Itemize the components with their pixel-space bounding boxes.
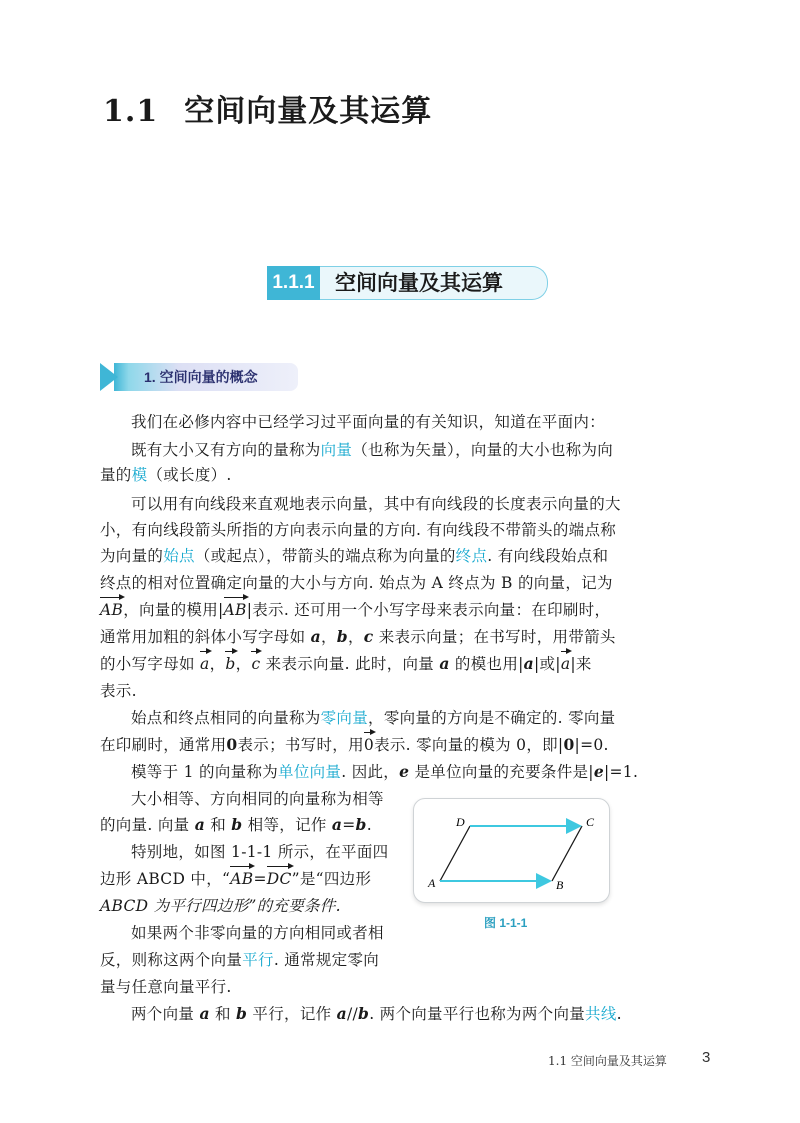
label-b: B xyxy=(556,878,564,892)
keyword-vector: 向量 xyxy=(320,441,353,459)
page-number: 3 xyxy=(702,1049,711,1066)
text-line: 边形 ABCD 中，“AB=DC”是“四边形 xyxy=(100,870,372,888)
text-line: 既有大小又有方向的量称为向量（也称为矢量），向量的大小也称为向 xyxy=(131,441,614,459)
chapter-number: 1.1 xyxy=(103,94,159,129)
text-line: 模等于 1 的向量称为单位向量. 因此，e 是单位向量的充要条件是|e|=1. xyxy=(131,762,639,781)
section-title: 空间向量及其运算 xyxy=(335,270,503,295)
text-line: 通常用加粗的斜体小写字母如 a，b，c 来表示向量；在书写时，用带箭头 xyxy=(100,627,616,646)
keyword-modulus: 模 xyxy=(131,466,148,484)
text-line: 可以用有向线段来直观地表示向量，其中有向线段的长度表示向量的大 xyxy=(131,495,621,513)
subsection-arrow-icon xyxy=(100,363,118,391)
figure-caption: 图 1-1-1 xyxy=(484,916,528,930)
section-number: 1.1.1 xyxy=(267,266,320,300)
text-line: 为向量的始点（或起点），带箭头的端点称为向量的终点. 有向线段始点和 xyxy=(100,547,609,565)
text-line: 反，则称这两个向量平行. 通常规定零向 xyxy=(100,951,380,969)
text-line: ABCD 为平行四边形”的充要条件. xyxy=(100,897,341,915)
keyword-end-point: 终点 xyxy=(455,547,488,565)
keyword-unit-vector: 单位向量 xyxy=(278,763,342,781)
text-line: 在印刷时，通常用0表示；书写时，用0表示. 零向量的模为 0，即|0|=0. xyxy=(100,735,609,754)
keyword-zero-vector: 零向量 xyxy=(320,709,369,727)
text-line: 量的模（或长度）. xyxy=(100,466,232,484)
text-line: 大小相等、方向相同的向量称为相等 xyxy=(131,790,384,808)
keyword-start-point: 始点 xyxy=(163,547,195,565)
running-footer: 1.1 空间向量及其运算 xyxy=(548,1054,667,1068)
subsection-tab xyxy=(100,363,300,391)
text-line: 的小写字母如 a，b，c 来表示向量. 此时，向量 a 的模也用|a|或|a|来 xyxy=(100,654,592,673)
text-line: 小，有向线段箭头所指的方向表示向量的方向. 有向线段不带箭头的端点称 xyxy=(100,521,617,539)
side-ad xyxy=(440,826,470,881)
subsection-label: 1. 空间向量的概念 xyxy=(144,369,258,385)
side-bc xyxy=(552,826,582,881)
text-line: 终点的相对位置确定向量的大小与方向. 始点为 A 终点为 B 的向量，记为 xyxy=(100,574,613,592)
figure-box xyxy=(413,798,610,903)
chapter-heading xyxy=(103,86,432,130)
parallelogram-figure xyxy=(414,799,609,902)
label-c: C xyxy=(586,815,595,829)
text-line: AB，向量的模用|AB|表示. 还可用一个小写字母来表示向量：在印刷时， xyxy=(100,601,611,619)
text-line: 我们在必修内容中已经学习过平面向量的有关知识，知道在平面内： xyxy=(131,413,606,431)
text-line: 特别地，如图 1-1-1 所示，在平面四 xyxy=(131,843,389,861)
text-line: 表示. xyxy=(100,682,137,700)
text-line: 量与任意向量平行. xyxy=(100,978,232,996)
section-banner xyxy=(267,266,552,300)
keyword-parallel: 平行 xyxy=(242,951,274,969)
text-line: 始点和终点相同的向量称为零向量，零向量的方向是不确定的. 零向量 xyxy=(131,709,616,727)
text-line: 如果两个非零向量的方向相同或者相 xyxy=(131,924,384,942)
chapter-title: 空间向量及其运算 xyxy=(184,94,433,129)
label-a: A xyxy=(428,876,436,890)
text-line: 的向量. 向量 a 和 b 相等，记作 a=b. xyxy=(100,815,372,834)
text-line: 两个向量 a 和 b 平行，记作 a//b. 两个向量平行也称为两个向量共线. xyxy=(131,1004,622,1023)
keyword-collinear: 共线 xyxy=(585,1005,617,1023)
label-d: D xyxy=(456,815,465,829)
